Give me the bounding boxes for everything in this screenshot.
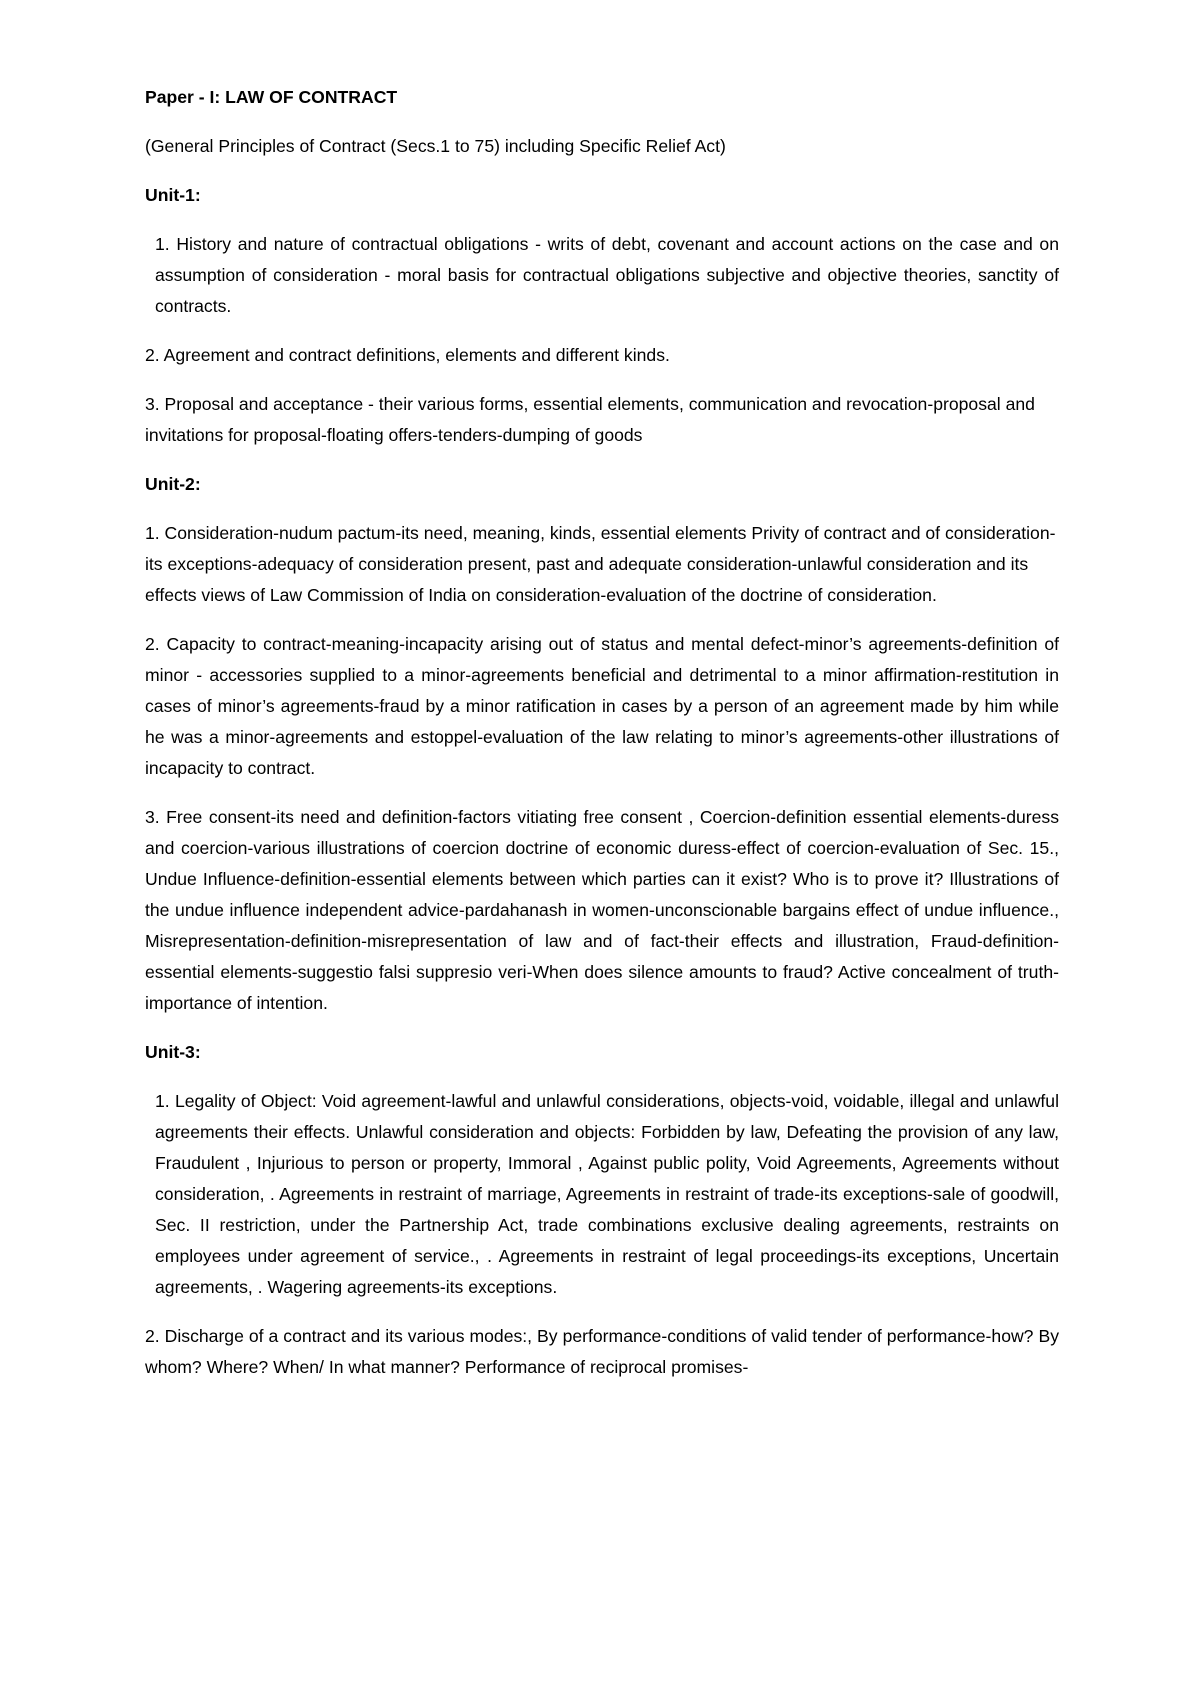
- unit-2-item-1: 1. Consideration-nudum pactum-its need, meaning, kinds, essential elements Privity of contract and of consideration-its exceptions-adequacy of consideration present, past and adequate consideration-unlawful consideration and its effects views of Law Commission of India on consideration-evaluation of the doctrine of consideration.: [145, 523, 1056, 605]
- document-title: Paper - I: LAW OF CONTRACT: [145, 87, 398, 107]
- unit-1-item-3: 3. Proposal and acceptance - their various forms, essential elements, communication and revocation-proposal and invitations for proposal-floating offers-tenders-dumping of goods: [145, 394, 1035, 445]
- document-page: [145, 82, 1059, 1401]
- unit-1-item-1: 1. History and nature of contractual obligations - writs of debt, covenant and account actions on the case and on assumption of consideration - moral basis for contractual obligations subjective and objective theories, sanctity of contracts.: [155, 234, 1059, 316]
- unit-2-item-2: 2. Capacity to contract-meaning-incapacity arising out of status and mental defect-minor’s agreements-definition of minor - accessories supplied to a minor-agreements beneficial and detrimental to a minor affirmation-restitution in cases of minor’s agreements-fraud by a minor ratification in cases by a person of an agreement made by him while he was a minor-agreements and estoppel-evaluation of the law relating to minor’s agreements-other illustrations of incapacity to contract.: [145, 634, 1059, 778]
- unit-2-item-3: 3. Free consent-its need and definition-factors vitiating free consent , Coercion-definition essential elements-duress and coercion-various illustrations of coercion doctrine of economic duress-effect of coercion-evaluation of Sec. 15., Undue Influence-definition-essential elements between which parties can it exist? Who is to prove it? Illustrations of the undue influence independent advice-pardahanash in women-unconscionable bargains effect of undue influence., Misrepresentation-definition-misrepresentation of law and of fact-their effects and illustration, Fraud-definition-essential elements-suggestio falsi suppresio veri-When does silence amounts to fraud? Active concealment of truth-importance of intention.: [145, 807, 1059, 1013]
- unit-heading: Unit-3:: [145, 1042, 201, 1062]
- unit-1-item-2: 2. Agreement and contract definitions, elements and different kinds.: [145, 345, 670, 365]
- unit-3-item-2: 2. Discharge of a contract and its various modes:, By performance-conditions of valid tender of performance-how? By whom? Where? When/ In what manner? Performance of reciprocal promises-: [145, 1326, 1059, 1377]
- document-subtitle: (General Principles of Contract (Secs.1 to 75) including Specific Relief Act): [145, 136, 726, 156]
- unit-heading: Unit-1:: [145, 185, 201, 205]
- unit-heading: Unit-2:: [145, 474, 201, 494]
- unit-3-section: [145, 1037, 1059, 1383]
- unit-3-item-1: 1. Legality of Object: Void agreement-lawful and unlawful considerations, objects-void, voidable, illegal and unlawful agreements their effects. Unlawful consideration and objects: Forbidden by law, Defeating the provision of any law, Fraudulent , Injurious to person or property, Immoral , Against public polity, Void Agreements, Agreements without consideration, . Agreements in restraint of marriage, Agreements in restraint of trade-its exceptions-sale of goodwill, Sec. II restriction, under the Partnership Act, trade combinations exclusive dealing agreements, restraints on employees under agreement of service., . Agreements in restraint of legal proceedings-its exceptions, Uncertain agreements, . Wagering agreements-its exceptions.: [155, 1091, 1059, 1297]
- unit-1-section: [145, 180, 1059, 451]
- unit-2-section: [145, 469, 1059, 1019]
